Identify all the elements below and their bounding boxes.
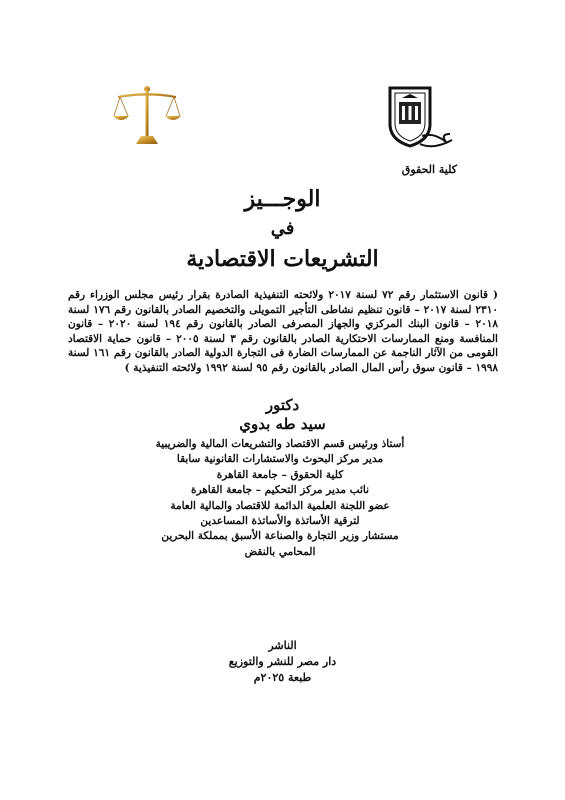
book-title-line-1: الوجـــيز bbox=[244, 186, 321, 212]
faculty-label: كلية الحقوق bbox=[401, 163, 457, 176]
publisher-label: الناشر bbox=[268, 639, 297, 652]
scales-of-justice-icon bbox=[112, 84, 182, 146]
laws-description: ( قانون الاستثمار رقم ٧٢ لسنة ٢٠١٧ ولائحته التنفيذية الصادرة بقرار رئيس مجلس الوزراء رقم ٢٣١٠ لسنة ٢٠١٧ – قانون تنظيم نشاطى التأجير التمويلى والتخصيم الصادر بالقانون رقم ١٧٦ لسنة ٢٠١٨ – قانون البنك المركزي والجهاز المصرفى الصادر بالقانون رقم ١٩٤ لسنة ٢٠٢٠ – قانون المنافسة ومنع الممارسات الاحتكارية الصادر بالقانون رقم ٣ لسنة ٢٠٠٥ – قانون حماية الاقتصاد القومى من الآثار الناجمة عن الممارسات الضارة فى التجارة الدولية الصادر بالقانون رقم ١٦١ لسنة ١٩٩٨ – قانون سوق رأس المال الصادر بالقانون رقم ٩٥ لسنة ١٩٩٢ ولائحته التنفيذية ) bbox=[68, 289, 498, 374]
author-role: لترقية الأساتذة والأساتذة المساعدين bbox=[200, 515, 360, 528]
author-roles bbox=[100, 437, 460, 560]
author-role: نائب مدير مركز التحكيم – جامعة القاهرة bbox=[190, 484, 370, 497]
author-role: المحامي بالنقض bbox=[244, 545, 316, 558]
author-role: كلية الحقوق – جامعة القاهرة bbox=[216, 468, 344, 481]
author-role: عضو اللجنة العلمية الدائمة للاقتصاد والمالية العامة bbox=[170, 499, 390, 512]
publisher-name: دار مصر للنشر والتوزيع bbox=[228, 655, 337, 668]
university-emblem-icon bbox=[384, 84, 456, 154]
book-title-line-2: في bbox=[270, 218, 295, 239]
author-title: دكتور bbox=[265, 396, 300, 414]
book-title-line-3: التشريعات الاقتصادية bbox=[186, 246, 379, 272]
author-role: مستشار وزير التجارة والصناعة الأسبق بمملكة البحرين bbox=[161, 530, 399, 543]
publisher-block bbox=[0, 638, 565, 686]
author-name: سيد طه بدوي bbox=[239, 415, 326, 433]
edition: طبعة ٢٠٢٥م bbox=[253, 671, 312, 684]
author-role: أستاذ ورئيس قسم الاقتصاد والتشريعات المالية والضريبية bbox=[155, 438, 405, 450]
author-role: مدير مركز البحوث والاستشارات القانونية سابقا bbox=[176, 453, 384, 466]
